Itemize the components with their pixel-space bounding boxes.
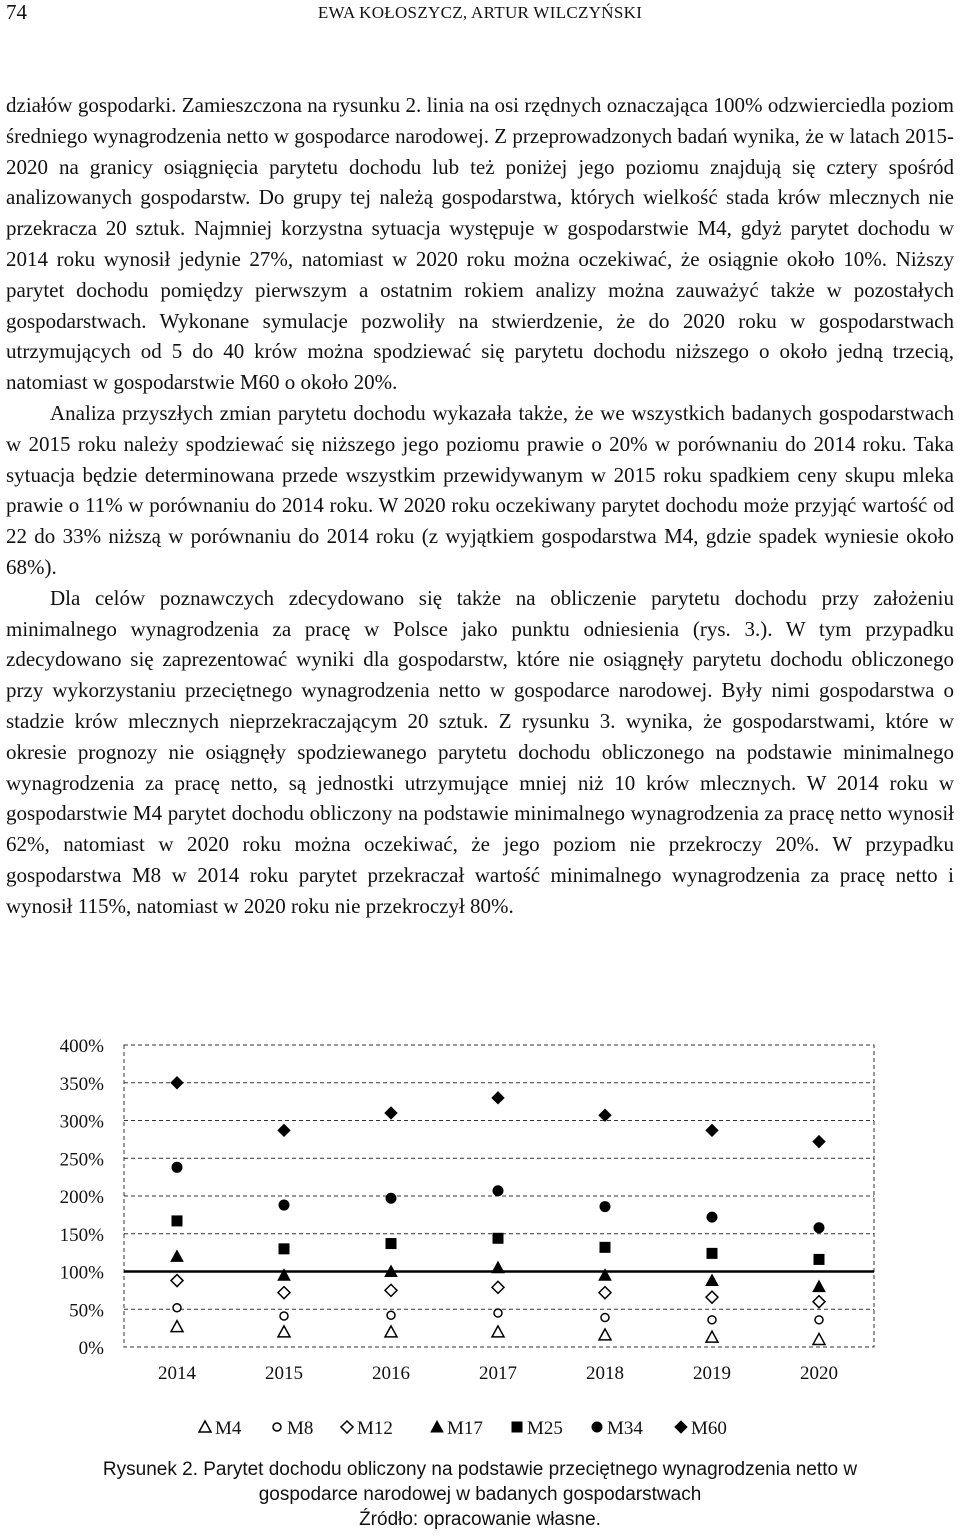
figure-caption (0, 1457, 960, 1532)
point-m34 (600, 1202, 610, 1212)
point-m25 (600, 1242, 610, 1252)
point-m17 (813, 1281, 825, 1292)
point-m12 (492, 1281, 504, 1293)
caption-line-1: Rysunek 2. Parytet dochodu obliczony na podstawie przeciętnego wynagrodzenia netto w (102, 1459, 858, 1480)
y-tick-label: 0% (78, 1338, 104, 1359)
point-m34 (814, 1223, 824, 1233)
y-tick-label: 100% (59, 1262, 104, 1284)
x-tick-label: 2016 (372, 1363, 410, 1384)
legend-label-m12: M12 (357, 1418, 393, 1439)
x-tick-label: 2020 (800, 1363, 838, 1384)
point-m25 (172, 1216, 182, 1226)
legend-label-m17: M17 (447, 1418, 483, 1439)
point-m4 (171, 1321, 183, 1332)
legend-label-m34: M34 (607, 1418, 643, 1439)
y-tick-label: 200% (59, 1187, 104, 1208)
x-tick-label: 2017 (479, 1363, 517, 1384)
figure-2 (0, 1025, 960, 1445)
point-m17 (706, 1275, 718, 1286)
point-m4 (706, 1331, 718, 1342)
y-tick-label: 300% (59, 1111, 104, 1133)
point-m12 (706, 1291, 718, 1303)
x-tick-label: 2018 (586, 1363, 624, 1384)
caption-source: Źródło: opracowanie własne. (359, 1509, 601, 1530)
point-m34 (172, 1162, 182, 1172)
point-m25 (279, 1244, 289, 1254)
point-m12 (385, 1284, 397, 1296)
point-m34 (386, 1193, 396, 1203)
point-m4 (385, 1326, 397, 1337)
page-number: 74 (6, 0, 27, 24)
point-m12 (171, 1275, 183, 1287)
point-m60 (706, 1124, 718, 1136)
point-m4 (278, 1326, 290, 1337)
legend-marker-m25 (512, 1422, 522, 1432)
legend-marker-m8 (273, 1423, 281, 1431)
point-m8 (387, 1311, 395, 1319)
point-m4 (599, 1329, 611, 1340)
y-tick-label: 50% (69, 1300, 104, 1322)
body-text (6, 90, 954, 922)
legend-label-m60: M60 (691, 1418, 727, 1439)
point-m17 (492, 1262, 504, 1273)
point-m25 (707, 1248, 717, 1258)
y-tick-label: 150% (59, 1224, 104, 1246)
legend-marker-m4 (199, 1421, 211, 1432)
legend-marker-m34 (592, 1422, 602, 1432)
point-m25 (814, 1254, 824, 1264)
paragraph-3: Dla celów poznawczych zdecydowano się także na obliczenie parytetu dochodu przy założeniu minimalnego wynagrodzenia za pracę w Polsce jako punktu odniesienia (rys. 3.). W tym przypadku zdecydowano się zaprezentować wyniki dla gospodarstw, które nie osiągnęły parytetu dochodu obliczonego przy wykorzystaniu przeciętnego wynagrodzenia netto w gospodarce narodowej. Były nimi gospodarstwa o stadzie krów mlecznych nieprzekraczającym 20 sztuk. Z rysunku 3. wynika, że gospodarstwami, które w okresie prognozy nie osiągnęły spodziewanego parytetu dochodu obliczonego na podstawie minimalnego wynagrodzenia za pracę netto, są jednostki utrzymujące mniej niż 10 krów mlecznych. W 2014 roku w gospodarstwie M4 parytet dochodu obliczony na podstawie minimalnego wynagrodzenia za pracę netto wynosił 62%, natomiast w 2020 roku można oczekiwać, że jego poziom nie przekroczy 20%. W przypadku gospodarstwa M8 w 2014 roku parytet przekraczał wartość minimalnego wynagrodzenia za pracę netto i wynosił 115%, natomiast w 2020 roku nie przekroczył 80%. (6, 585, 954, 918)
point-m34 (707, 1212, 717, 1222)
scatter-chart (0, 1025, 960, 1445)
legend-marker-m60 (675, 1421, 687, 1433)
point-m8 (494, 1309, 502, 1317)
point-m60 (492, 1092, 504, 1104)
point-m60 (171, 1077, 183, 1089)
point-m12 (599, 1287, 611, 1299)
x-tick-label: 2014 (158, 1363, 196, 1384)
point-m25 (493, 1233, 503, 1243)
point-m60 (385, 1107, 397, 1119)
legend-label-m25: M25 (527, 1418, 563, 1439)
y-tick-label: 250% (59, 1149, 104, 1171)
legend-marker-m12 (341, 1421, 353, 1433)
legend-label-m4: M4 (215, 1418, 242, 1439)
point-m34 (279, 1200, 289, 1210)
y-tick-label: 350% (59, 1073, 104, 1095)
page-header (6, 0, 954, 28)
point-m12 (278, 1287, 290, 1299)
point-m8 (280, 1312, 288, 1320)
paragraph-2: Analiza przyszłych zmian parytetu dochodu wykazała także, że we wszystkich badanych gospodarstwach w 2015 roku należy spodziewać się niższego jego poziomu prawie o 20% w porównaniu do 2014 roku. Taka sytuacja będzie determinowana przede wszystkim przewidywanym w 2015 roku spadkiem ceny skupu mleka prawie o 11% w porównaniu do 2014 roku. W 2020 roku oczekiwany parytet dochodu może przyjąć wartość od 22 do 33% niższą w porównaniu do 2014 roku (z wyjątkiem gospodarstwa M4, gdzie spadek wyniesie około 68%). (6, 400, 954, 579)
running-head: EWA KOŁOSZYCZ, ARTUR WILCZYŃSKI (317, 3, 643, 22)
point-m17 (171, 1250, 183, 1261)
x-tick-label: 2015 (265, 1363, 303, 1384)
point-m4 (813, 1333, 825, 1344)
point-m12 (813, 1296, 825, 1308)
legend-label-m8: M8 (287, 1418, 314, 1439)
point-m60 (599, 1109, 611, 1121)
point-m8 (173, 1304, 181, 1312)
point-m4 (492, 1326, 504, 1337)
point-m8 (601, 1314, 609, 1322)
point-m8 (815, 1316, 823, 1324)
paragraph-1: działów gospodarki. Zamieszczona na rysunku 2. linia na osi rzędnych oznaczająca 100% odzwierciedla poziom średniego wynagrodzenia netto w gospodarce narodowej. Z przeprowadzonych badań wynika, że w latach 2015-2020 na granicy osiągnięcia parytetu dochodu lub też poniżej jego poziomu znajdują się cztery spośród analizowanych gospodarstw. Do grupy tej należą gospodarstwa, których wielkość stada krów mlecznych nie przekracza 20 sztuk. Najmniej korzystna sytuacja występuje w gospodarstwie M4, gdyż parytet dochodu w 2014 roku wynosił jedynie 27%, natomiast w 2020 roku można oczekiwać, że osiągnie około 10%. Niższy parytet dochodu pomiędzy pierwszym a ostatnim rokiem analizy można zauważyć także w pozostałych gospodarstwach. Wykonane symulacje pozwoliły na stwierdzenie, że do 2020 roku w gospodarstwach utrzymujących od 5 do 40 krów można spodziewać się parytetu dochodu niższego o około jedną trzecią, natomiast w gospodarstwie M60 o około 20%. (6, 93, 954, 395)
x-tick-label: 2019 (693, 1363, 731, 1384)
legend-marker-m17 (431, 1421, 443, 1432)
point-m60 (813, 1136, 825, 1148)
caption-line-2: gospodarce narodowej w badanych gospodarstwach (258, 1484, 702, 1505)
point-m8 (708, 1316, 716, 1324)
point-m60 (278, 1124, 290, 1136)
point-m34 (493, 1186, 503, 1196)
y-tick-label: 400% (59, 1036, 104, 1057)
point-m25 (386, 1239, 396, 1249)
